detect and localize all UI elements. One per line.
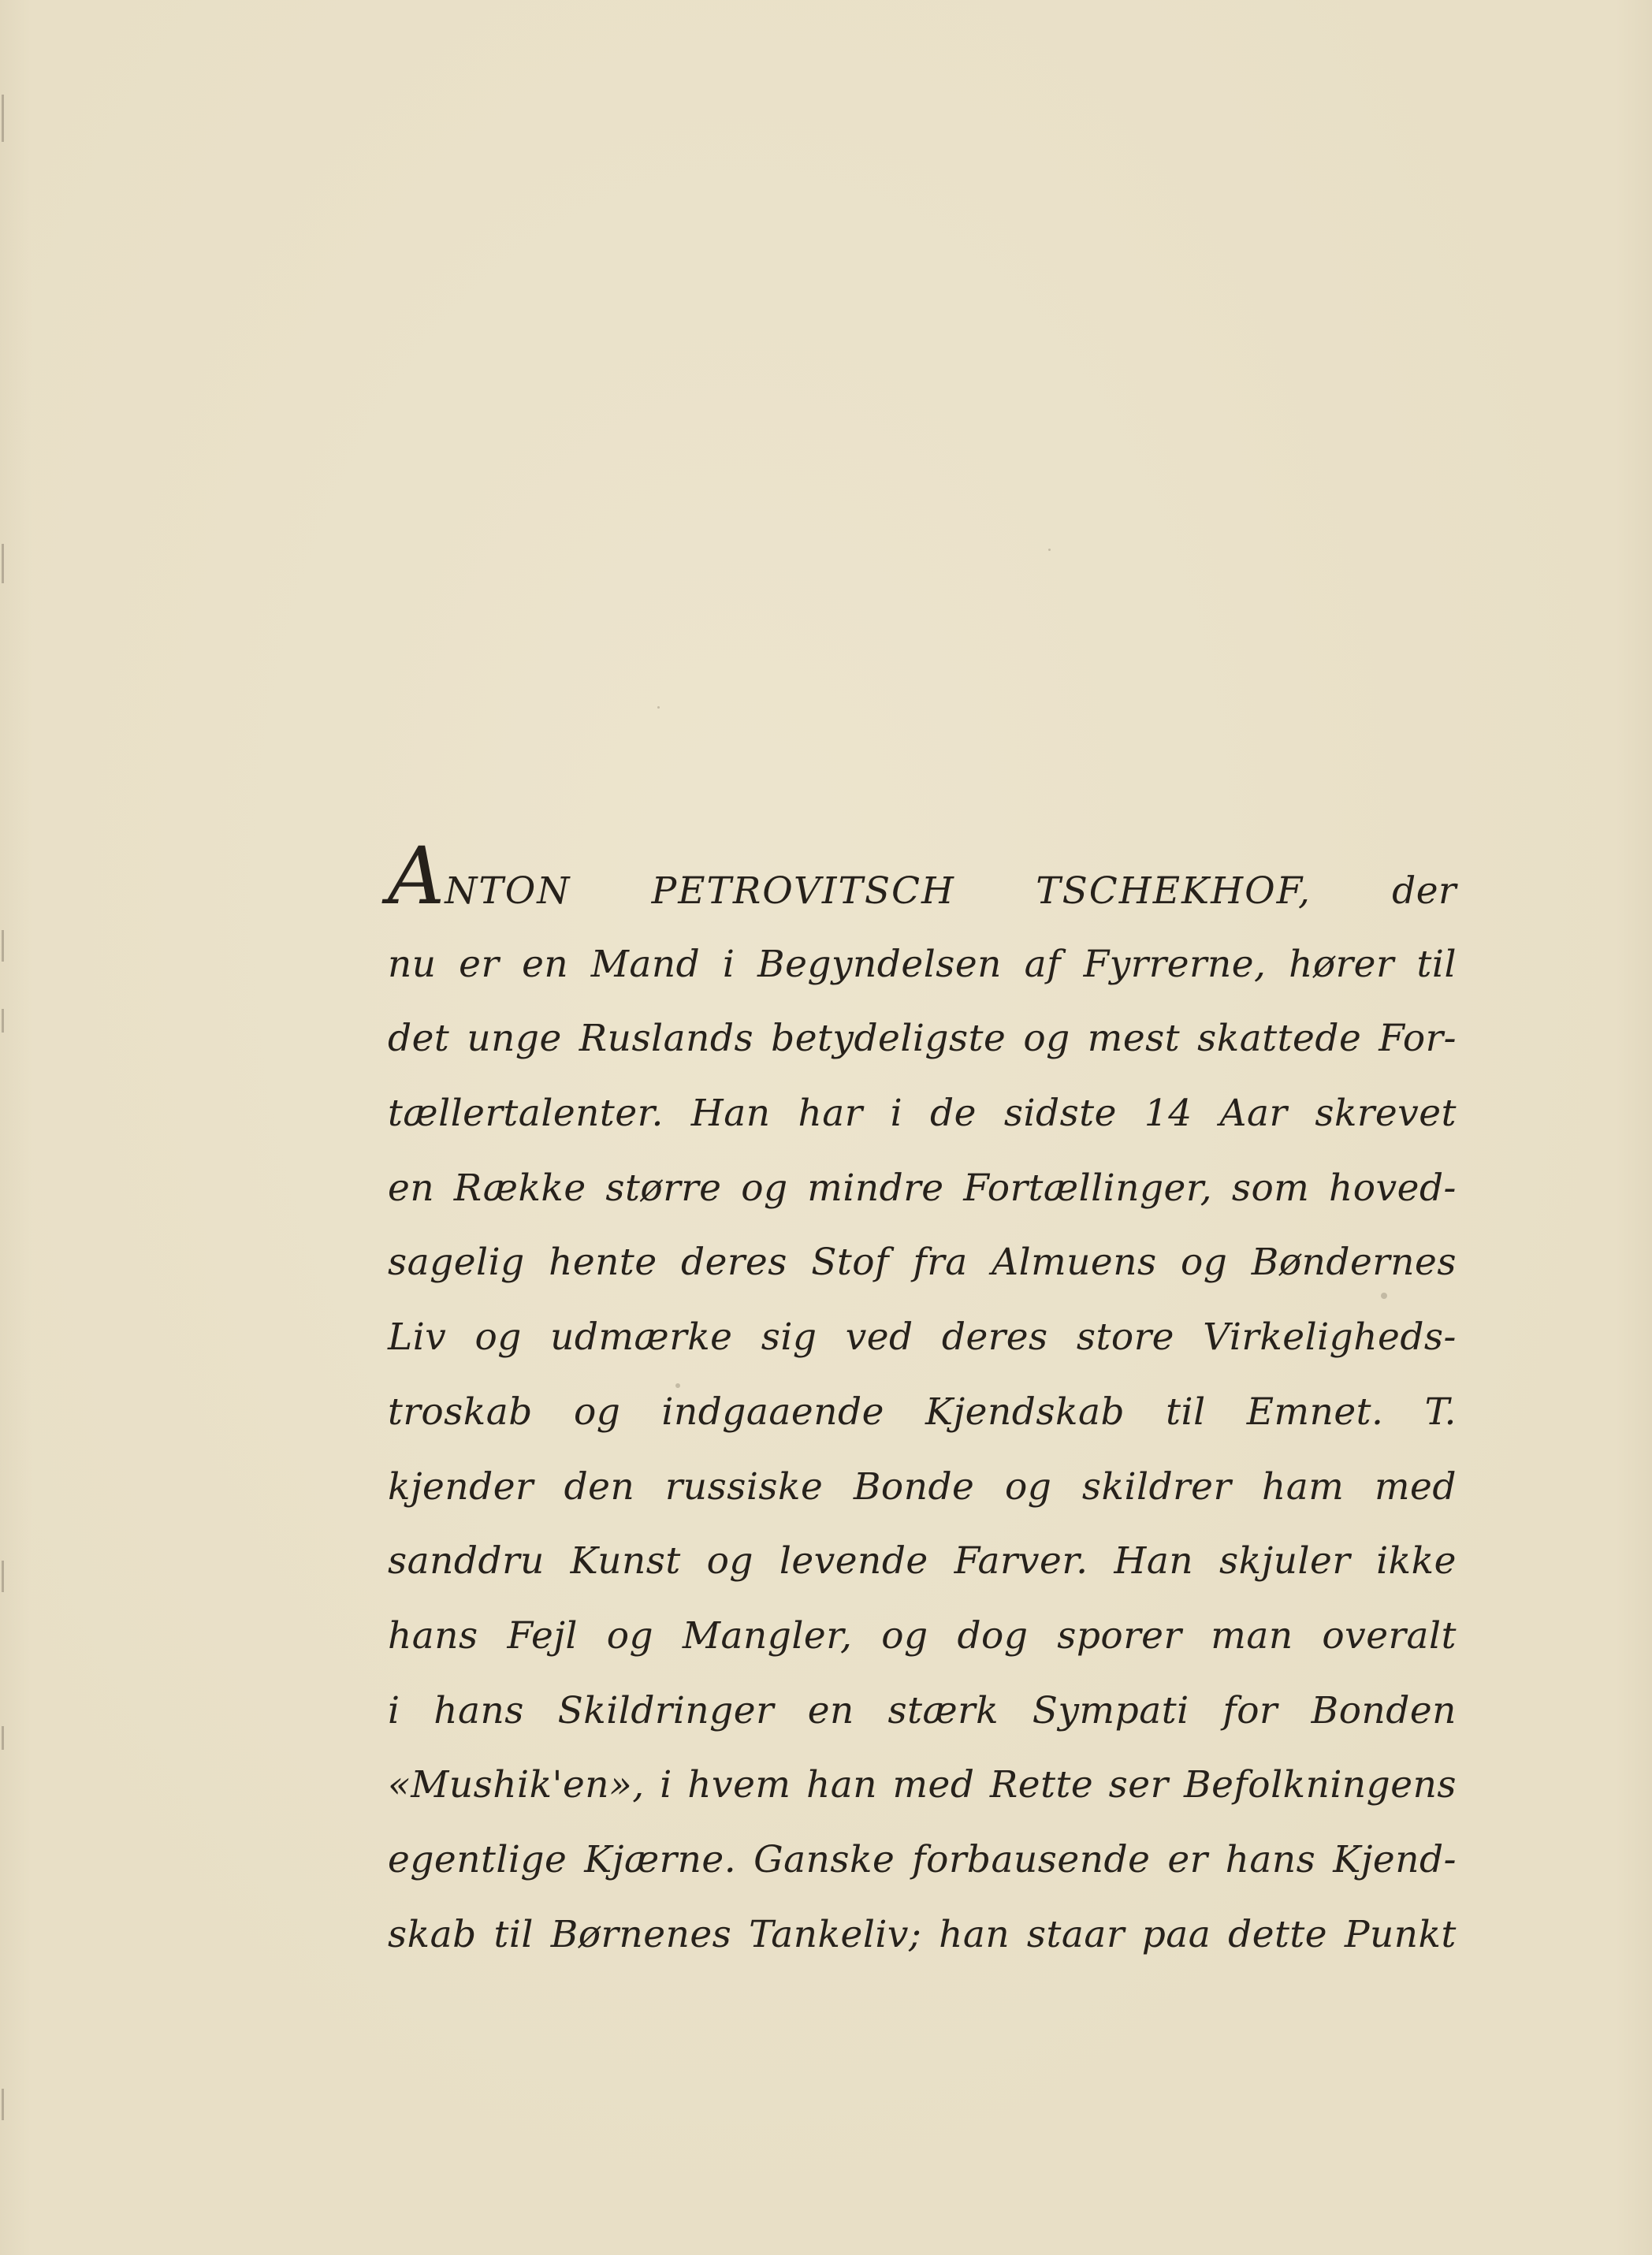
word: Kjærne. <box>584 1837 737 1881</box>
page-edge-mark <box>2 1009 4 1033</box>
word: paa <box>1141 1912 1211 1956</box>
text-line-1 <box>388 830 1457 928</box>
word: Stof <box>811 1241 889 1285</box>
page-edge-mark <box>2 544 4 583</box>
word: «Mushik'en», <box>388 1763 645 1807</box>
body-paragraph <box>388 830 1457 1972</box>
word: russiske <box>664 1464 824 1509</box>
word: Række <box>453 1166 586 1210</box>
word: forbausende <box>912 1837 1151 1881</box>
word: det <box>388 1017 450 1061</box>
word: nu <box>388 942 437 986</box>
word: hans <box>388 1613 478 1658</box>
word: overalt <box>1322 1613 1457 1658</box>
word: 14 <box>1144 1092 1192 1136</box>
word: der <box>1392 869 1457 913</box>
word: som <box>1231 1166 1310 1210</box>
drop-cap: A <box>388 830 445 922</box>
word: en <box>807 1688 854 1732</box>
word: Mand <box>590 942 701 986</box>
word: har <box>798 1092 863 1136</box>
word: ham <box>1262 1464 1345 1509</box>
word: og <box>606 1613 654 1658</box>
word: sig <box>761 1315 817 1360</box>
word: af <box>1024 942 1061 986</box>
word: skrevet <box>1315 1092 1457 1136</box>
word: Almuens <box>992 1241 1157 1285</box>
word: tællertalenter. <box>388 1092 664 1136</box>
word: betydeligste <box>771 1017 1006 1061</box>
word: er <box>1167 1837 1208 1881</box>
word: mest <box>1087 1017 1181 1061</box>
word: og <box>474 1315 522 1360</box>
text-line-8 <box>388 1375 1457 1450</box>
word: TSCHEKHOF, <box>1036 869 1312 913</box>
word: Begyndelsen <box>757 942 1002 986</box>
word: Virkeligheds- <box>1203 1315 1457 1360</box>
text-line-13 <box>388 1748 1457 1823</box>
word: dette <box>1228 1912 1328 1956</box>
word: T. <box>1424 1390 1457 1434</box>
word: Tankeliv; <box>749 1912 922 1956</box>
word: og <box>881 1613 928 1658</box>
word: Skildringer <box>557 1688 775 1732</box>
word: den <box>564 1464 635 1509</box>
word: skattede <box>1197 1017 1362 1061</box>
word: skildrer <box>1081 1464 1232 1509</box>
text-line-12 <box>388 1674 1457 1749</box>
page-edge-mark <box>2 930 4 962</box>
word: man <box>1211 1613 1293 1658</box>
word: i <box>890 1092 903 1136</box>
word: Aar <box>1219 1092 1288 1136</box>
word: de <box>930 1092 977 1136</box>
page-edge-mark <box>2 2089 4 2120</box>
word: er <box>459 942 500 986</box>
word: Bonden <box>1311 1688 1457 1732</box>
word: en <box>522 942 569 986</box>
word: for <box>1222 1688 1278 1732</box>
word: udmærke <box>550 1315 733 1360</box>
word: mindre <box>807 1166 944 1210</box>
opening-name <box>388 830 571 929</box>
word: Kjend- <box>1333 1837 1457 1881</box>
word: unge <box>467 1017 562 1061</box>
word: Han <box>1114 1539 1194 1583</box>
word: Sympati <box>1032 1688 1189 1732</box>
word: ikke <box>1376 1539 1457 1583</box>
word: Liv <box>388 1315 447 1360</box>
word: i <box>388 1688 400 1732</box>
word: deres <box>941 1315 1048 1360</box>
word: egentlige <box>388 1837 567 1881</box>
word: dog <box>957 1613 1029 1658</box>
word: Rette <box>989 1763 1094 1807</box>
word: hoved- <box>1329 1166 1457 1210</box>
word: han <box>806 1763 877 1807</box>
word: stærk <box>887 1688 999 1732</box>
word: Han <box>690 1092 771 1136</box>
word: store <box>1076 1315 1174 1360</box>
word: Kjendskab <box>925 1390 1126 1434</box>
word: Ganske <box>753 1837 895 1881</box>
word: til <box>493 1912 534 1956</box>
word: ser <box>1108 1763 1169 1807</box>
word: Fejl <box>507 1613 578 1658</box>
word: troskab <box>388 1390 533 1434</box>
word: Bøndernes <box>1251 1241 1457 1285</box>
word: til <box>1166 1390 1206 1434</box>
word: og <box>1004 1464 1052 1509</box>
word: levende <box>779 1539 928 1583</box>
text-line-10 <box>388 1524 1457 1599</box>
word: hans <box>433 1688 524 1732</box>
word: til <box>1416 942 1457 986</box>
word: kjender <box>388 1464 534 1509</box>
word: ved <box>845 1315 913 1360</box>
word: Kunst <box>570 1539 681 1583</box>
page-edge-mark <box>2 1726 4 1750</box>
text-line-7 <box>388 1301 1457 1375</box>
word: han <box>939 1912 1010 1956</box>
word: og <box>1181 1241 1228 1285</box>
word: staar <box>1026 1912 1125 1956</box>
word: sidste <box>1003 1092 1117 1136</box>
word: i <box>722 942 735 986</box>
text-line-4 <box>388 1077 1457 1152</box>
small-caps-word: NTON <box>445 869 571 913</box>
word: med <box>892 1763 975 1807</box>
text-line-9 <box>388 1450 1457 1525</box>
word: hans <box>1225 1837 1316 1881</box>
paper-speck <box>657 706 660 709</box>
word: hvem <box>687 1763 791 1807</box>
word: skjuler <box>1219 1539 1351 1583</box>
word: Befolkningens <box>1184 1763 1457 1807</box>
text-line-2 <box>388 928 1457 1003</box>
word: Emnet. <box>1246 1390 1384 1434</box>
word: med <box>1374 1464 1457 1509</box>
word: sporer <box>1057 1613 1182 1658</box>
word: Børnenes <box>550 1912 732 1956</box>
word: Bonde <box>853 1464 975 1509</box>
word: en <box>388 1166 435 1210</box>
word: PETROVITSCH <box>651 869 955 913</box>
word: For- <box>1379 1017 1457 1061</box>
word: større <box>605 1166 722 1210</box>
word: i <box>660 1763 672 1807</box>
word: hente <box>549 1241 657 1285</box>
word: Punkt <box>1344 1912 1457 1956</box>
word: Farver. <box>954 1539 1088 1583</box>
text-line-11 <box>388 1599 1457 1674</box>
word: hører <box>1289 942 1394 986</box>
word: Fortællinger, <box>963 1166 1213 1210</box>
page-edge-mark <box>2 1561 4 1592</box>
word: sanddru <box>388 1539 545 1583</box>
text-line-5 <box>388 1152 1457 1226</box>
text-line-3 <box>388 1002 1457 1077</box>
word: Ruslands <box>579 1017 754 1061</box>
word: indgaaende <box>661 1390 884 1434</box>
text-line-14 <box>388 1823 1457 1898</box>
word: sagelig <box>388 1241 525 1285</box>
word: og <box>706 1539 754 1583</box>
text-line-6 <box>388 1226 1457 1301</box>
word: og <box>741 1166 788 1210</box>
word: skab <box>388 1912 477 1956</box>
page-edge-mark <box>2 95 4 142</box>
word: og <box>1023 1017 1070 1061</box>
word: Mangler, <box>682 1613 853 1658</box>
word: fra <box>913 1241 968 1285</box>
word: Fyrrerne, <box>1083 942 1267 986</box>
word: deres <box>681 1241 787 1285</box>
text-line-15 <box>388 1898 1457 1973</box>
body-lines <box>388 928 1457 1973</box>
word: og <box>573 1390 621 1434</box>
paper-speck <box>1048 549 1051 551</box>
